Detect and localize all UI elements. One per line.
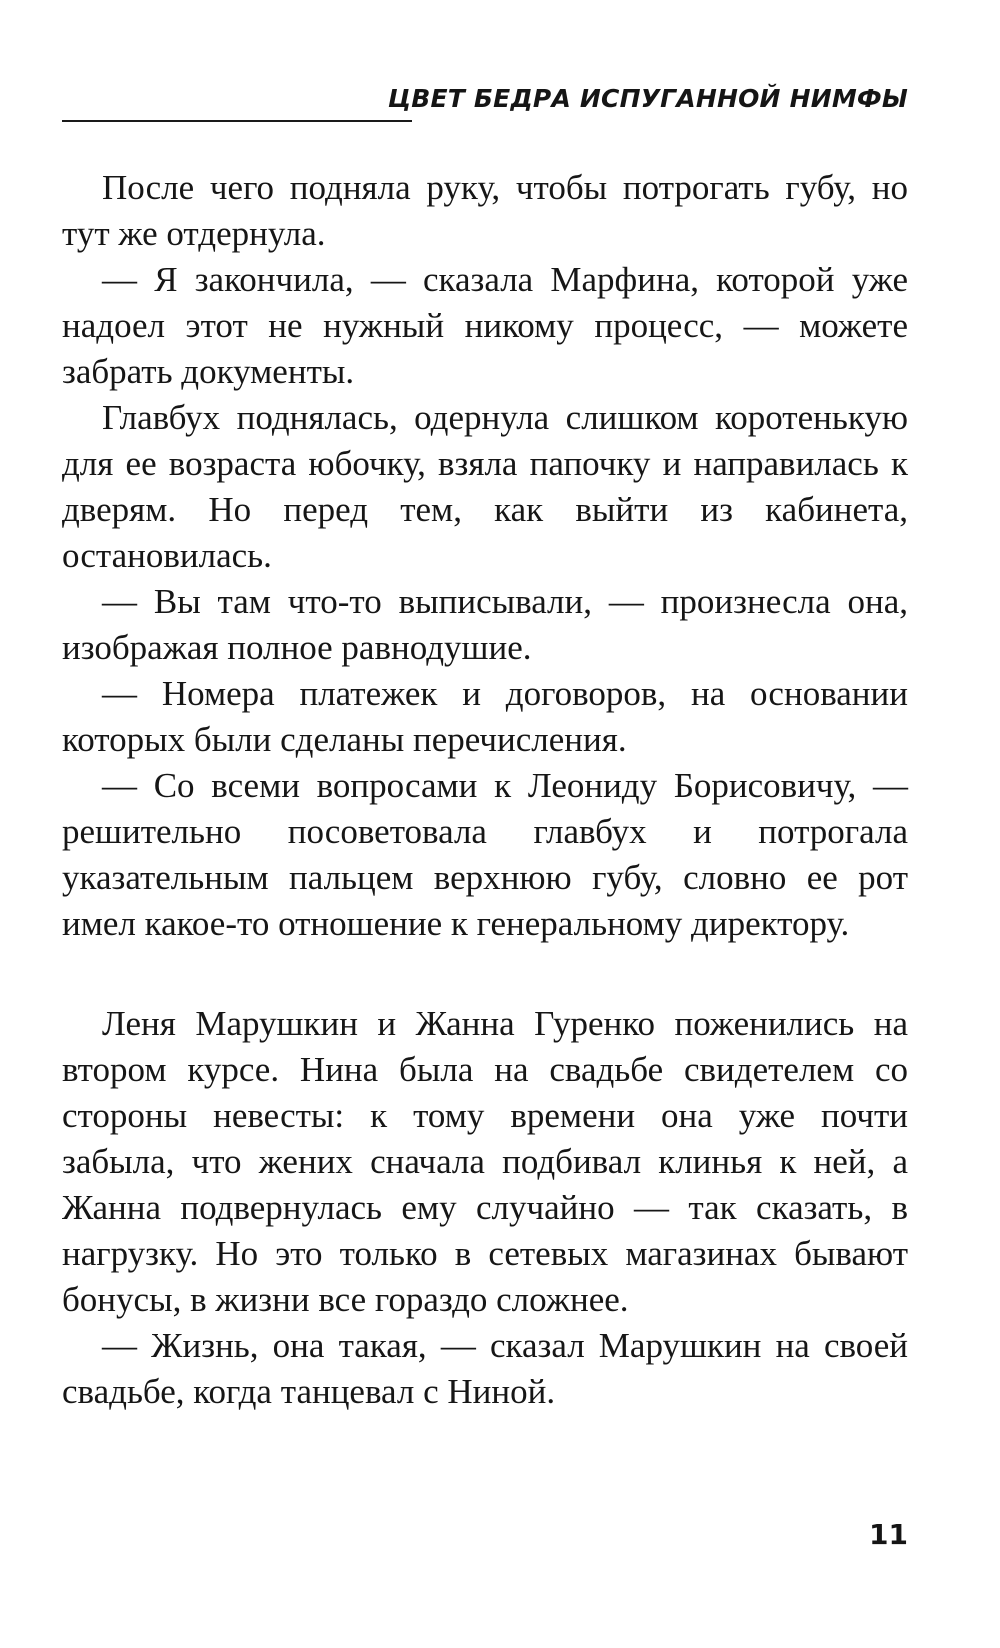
page-number: 11 [869, 1518, 908, 1551]
paragraph: — Со всеми вопросами к Леониду Борисовичу, — решительно посоветовала главбух и потрогала указательным пальцем верхнюю губу, словно ее рот имел какое-то отношение к генеральному директору. [62, 766, 908, 943]
header-rule [62, 120, 412, 122]
paragraph: После чего подняла руку, чтобы потрогать губу, но тут же отдернула. [62, 168, 908, 253]
paragraph: Леня Марушкин и Жанна Гуренко поженились на втором курсе. Нина была на свадьбе свидетелем со стороны невесты: к тому времени она уже почти забыла, что жених сначала подбивал клинья к ней, а Жанна подвернулась ему случайно — так сказать, в нагрузку. Но это только в сетевых магазинах бывают бонусы, в жизни все гораздо сложнее. [62, 1004, 908, 1319]
paragraph: Главбух поднялась, одернула слишком коротенькую для ее возраста юбочку, взяла папочку и направилась к дверям. Но перед тем, как выйти из кабинета, остановилась. [62, 398, 908, 575]
paragraph: — Я закончила, — сказала Марфина, которой уже надоел этот не нужный никому процесс, — можете забрать документы. [62, 260, 908, 391]
running-header [62, 84, 908, 124]
running-title: ЦВЕТ БЕДРА ИСПУГАННОЙ НИМФЫ [387, 84, 908, 113]
paragraph: — Жизнь, она такая, — сказал Марушкин на своей свадьбе, когда танцевал с Ниной. [62, 1326, 908, 1411]
paragraph: — Номера платежек и договоров, на основании которых были сделаны перечисления. [62, 674, 908, 759]
paragraph: — Вы там что-то выписывали, — произнесла она, изображая полное равнодушие. [62, 582, 908, 667]
section-break [62, 947, 908, 1001]
body-text [62, 165, 908, 1415]
